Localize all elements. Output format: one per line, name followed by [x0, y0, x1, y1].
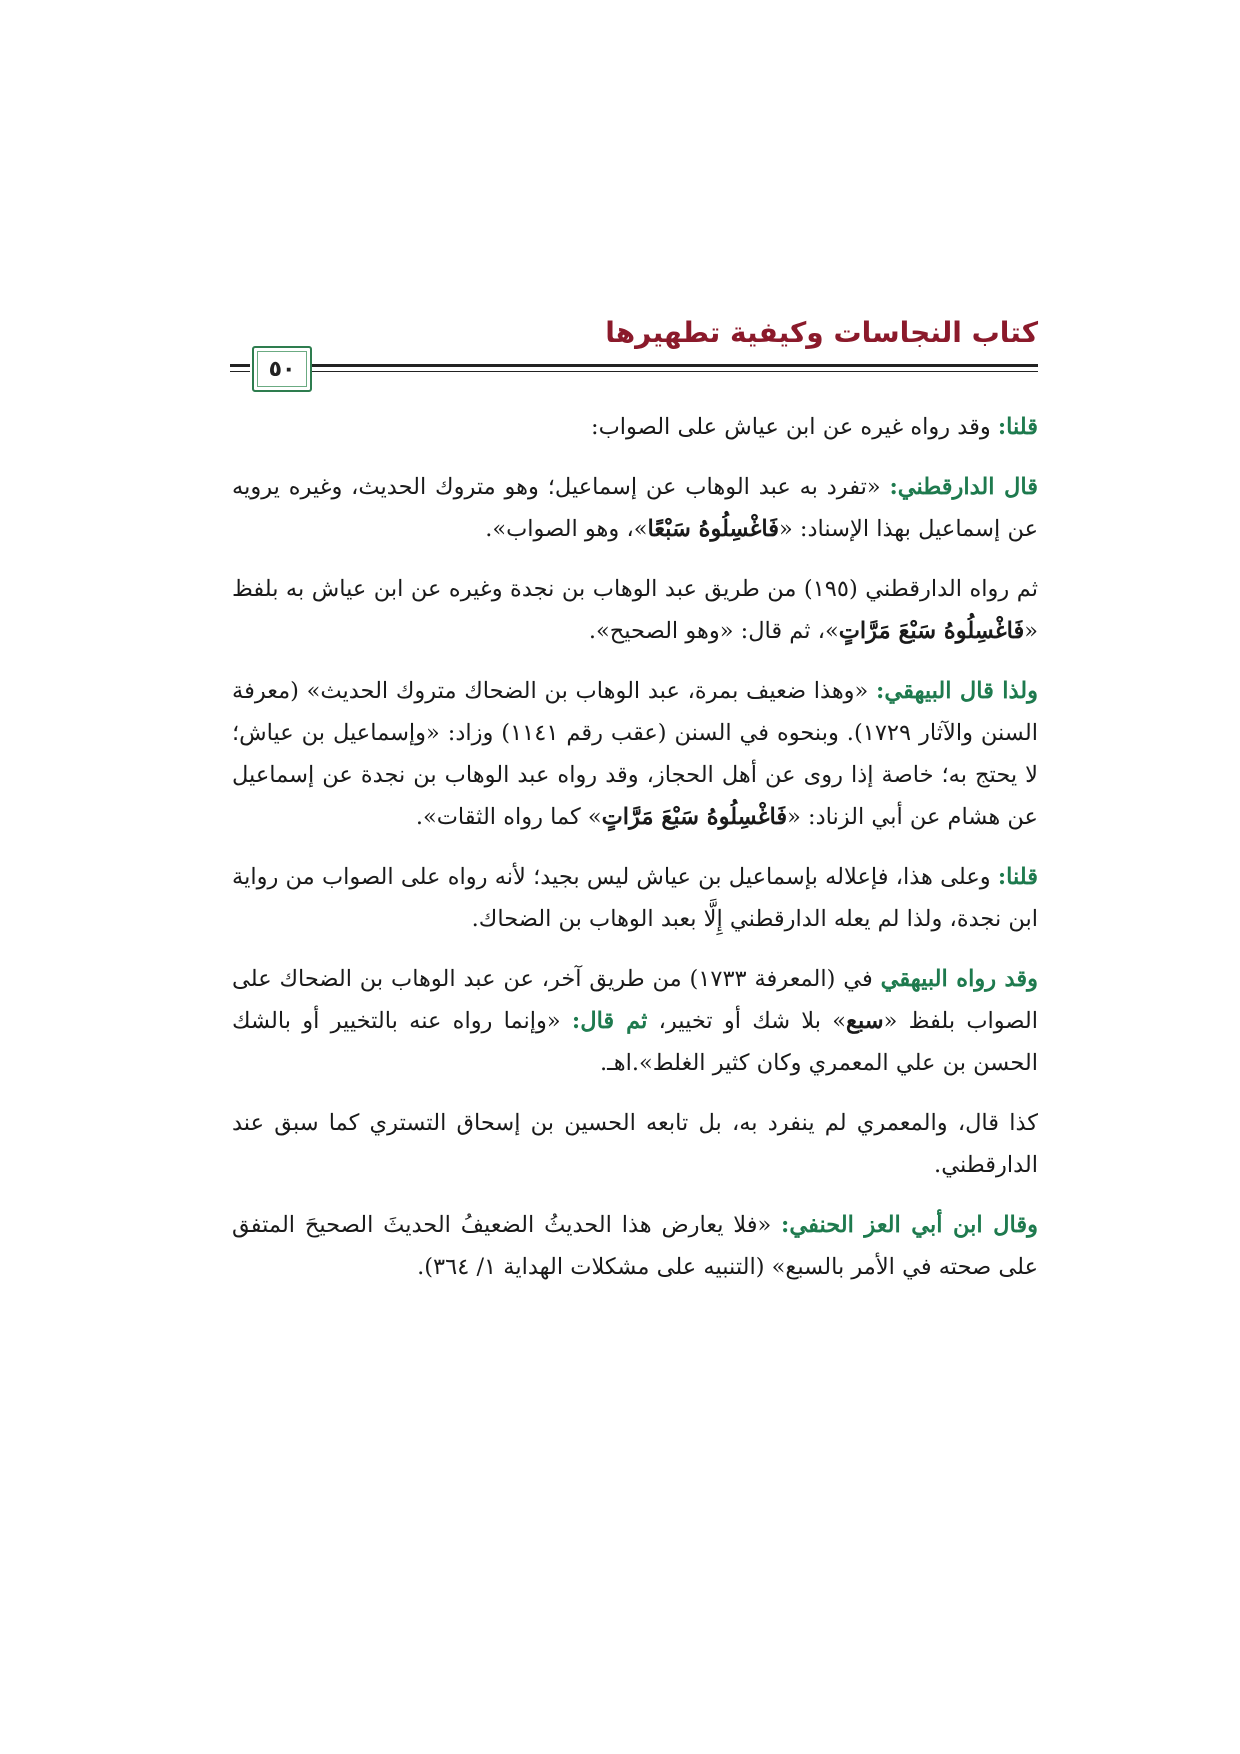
- header-rule-left: [230, 364, 250, 372]
- lead-phrase: قلنا:: [997, 414, 1038, 440]
- lead-phrase: قال الدارقطني:: [889, 474, 1039, 500]
- paragraph-text: «وإنما رواه عنه بالتخيير أو بالشك الحسن بن علي المعمري وكان كثير الغلط».اهـ.: [232, 1008, 1038, 1076]
- paragraph-text: »، وهو الصواب».: [485, 516, 648, 542]
- hadith-quote: فَاغْسِلُوهُ سَبْعًا: [647, 516, 779, 542]
- paragraph-5: [232, 856, 1038, 940]
- page-number: ٥٠: [268, 356, 296, 382]
- paragraph-7: [232, 1102, 1038, 1186]
- paragraph-text: »، ثم قال: «وهو الصحيح».: [588, 618, 839, 644]
- lead-phrase: وقد رواه البيهقي: [880, 966, 1038, 992]
- paragraph-text: وقد رواه غيره عن ابن عياش على الصواب:: [591, 414, 998, 440]
- paragraph-text: «وهذا ضعيف بمرة، عبد الوهاب بن الضحاك متروك الحديث» (معرفة السنن والآثار ١٧٢٩). وبنحوه في السنن (عقب رقم ١١٤١) وزاد: «وإسماعيل بن عياش؛ لا يحتج به؛ خاصة إذا روى عن أهل الحجاز، وقد رواه عبد الوهاب بن نجدة عن إسماعيل عن هشام عن أبي الزناد: «: [232, 678, 1038, 830]
- paragraph-1: [232, 406, 1038, 448]
- paragraph-6: [232, 958, 1038, 1084]
- lead-phrase: قلنا:: [997, 864, 1038, 890]
- paragraph-text: » كما رواه الثقات».: [415, 804, 602, 830]
- paragraph-text: وعلى هذا، فإعلاله بإسماعيل بن عياش ليس بجيد؛ لأنه رواه على الصواب من رواية ابن نجدة، ولذا لم يعله الدارقطني إِلَّا بعبد الوهاب بن الضحاك.: [232, 864, 1038, 932]
- page-body: [232, 406, 1038, 1306]
- paragraph-8: [232, 1204, 1038, 1288]
- paragraph-text: «فلا يعارض هذا الحديثُ الضعيفُ الحديثَ الصحيحَ المتفق على صحته في الأمر بالسبع» (التنبيه على مشكلات الهداية ١/ ٣٦٤).: [232, 1212, 1038, 1280]
- hadith-quote: فَاغْسِلُوهُ سَبْعَ مَرَّاتٍ: [838, 618, 1025, 644]
- hadith-quote: فَاغْسِلُوهُ سَبْعَ مَرَّاتٍ: [601, 804, 788, 830]
- paragraph-text: «تفرد به عبد الوهاب عن إسماعيل؛ وهو متروك الحديث، وغيره يرويه عن إسماعيل بهذا الإسناد: «: [232, 474, 1038, 542]
- hadith-quote: سبع: [846, 1008, 884, 1034]
- book-title: كتاب النجاسات وكيفية تطهيرها: [605, 316, 1038, 349]
- page-number-badge: [252, 346, 312, 392]
- lead-phrase: ولذا قال البيهقي:: [876, 678, 1039, 704]
- paragraph-4: [232, 670, 1038, 838]
- paragraph-text: في (المعرفة ١٧٣٣) من طريق آخر، عن عبد الوهاب بن الضحاك على الصواب بلفظ «: [232, 966, 1039, 1034]
- paragraph-3: [232, 568, 1038, 652]
- lead-phrase: ثم قال:: [571, 1008, 648, 1034]
- paragraph-text: » بلا شك أو تخيير،: [647, 1008, 846, 1034]
- paragraph-text: ثم رواه الدارقطني (١٩٥) من طريق عبد الوهاب بن نجدة وغيره عن ابن عياش به بلفظ «: [232, 576, 1038, 644]
- header-rule: [282, 364, 1038, 372]
- page-header: [230, 312, 1038, 392]
- paragraph-2: [232, 466, 1038, 550]
- paragraph-text: كذا قال، والمعمري لم ينفرد به، بل تابعه الحسين بن إسحاق التستري كما سبق عند الدارقطني.: [232, 1110, 1038, 1178]
- lead-phrase: وقال ابن أبي العز الحنفي:: [781, 1212, 1038, 1238]
